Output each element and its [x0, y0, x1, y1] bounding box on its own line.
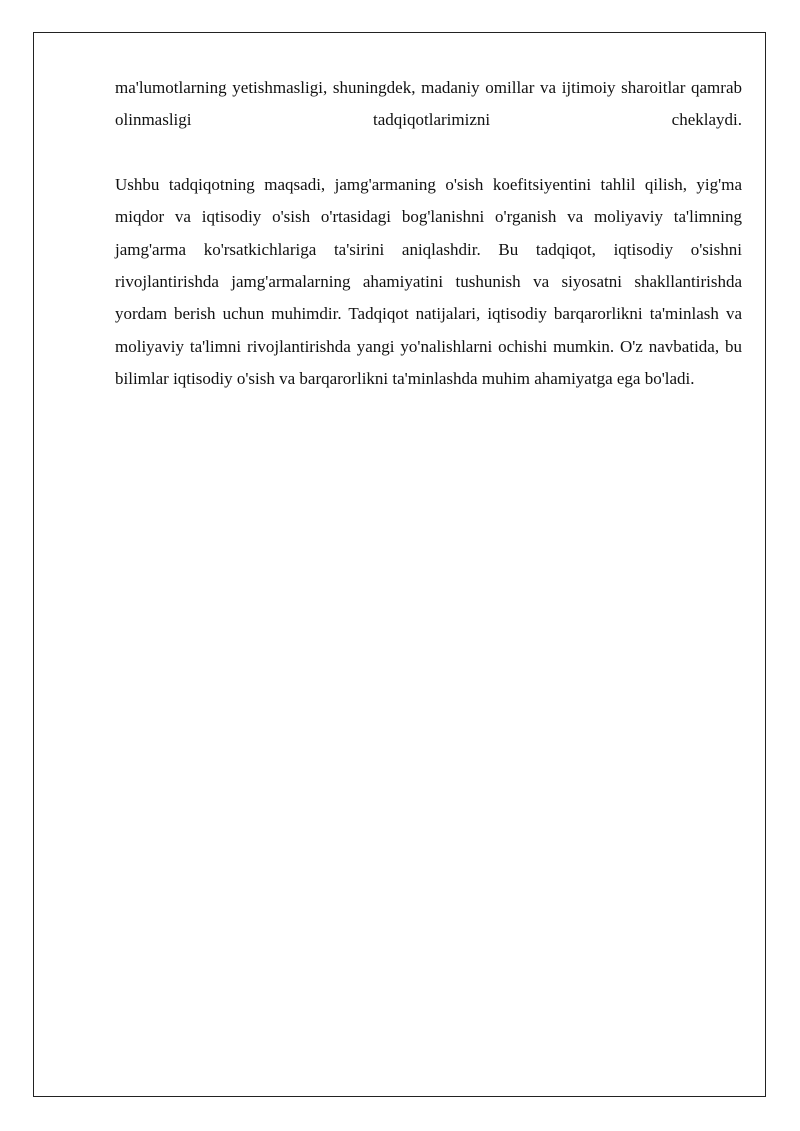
paragraph-limitations: ma'lumotlarning yetishmasligi, shuningdek, madaniy omillar va ijtimoiy sharoitlar qamrab olinmasligi tadqiqotlarimizni cheklaydi.	[115, 78, 742, 130]
paragraph-spacer	[115, 137, 742, 169]
document-body	[115, 72, 742, 396]
paragraph-purpose: Ushbu tadqiqotning maqsadi, jamg'armaning o'sish koefitsiyentini tahlil qilish, yig'ma miqdor va iqtisodiy o'sish o'rtasidagi bog'lanishni o'rganish va moliyaviy ta'limning jamg'arma ko'rsatkichlariga ta'sirini aniqlashdir. Bu tadqiqot, iqtisodiy o'sishni rivojlantirishda jamg'armalarning ahamiyatini tushunish va siyosatni shakllantirishda yordam berish uchun muhimdir. Tadqiqot natijalari, iqtisodiy barqarorlikni ta'minlash va moliyaviy ta'limni rivojlantirishda yangi yo'nalishlarni ochishi mumkin. O'z navbatida, bu bilimlar iqtisodiy o'sish va barqarorlikni ta'minlashda muhim ahamiyatga ega bo'ladi.	[115, 174, 742, 389]
